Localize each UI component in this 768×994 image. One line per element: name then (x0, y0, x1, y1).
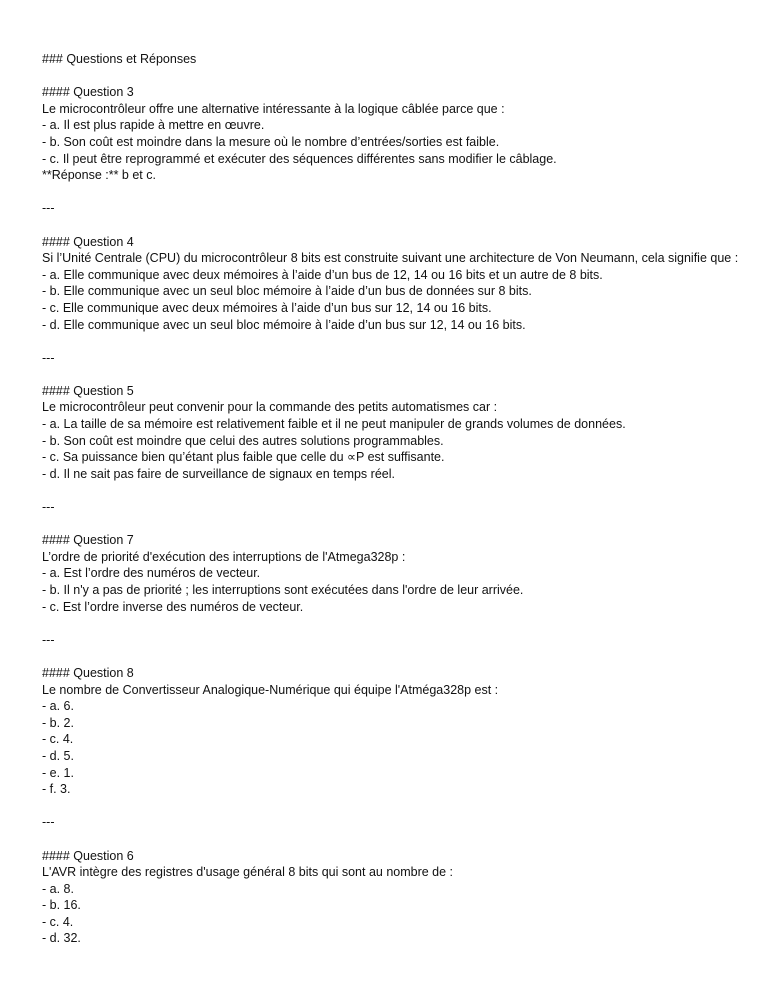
blank-line (42, 648, 762, 665)
question-line: - c. 4. (42, 732, 74, 747)
blank-line (42, 482, 762, 499)
question-heading: #### Question 4 (42, 234, 134, 249)
question-line: - b. Il n'y a pas de priorité ; les interruptions sont exécutées dans l'ordre de leur arrivée. (42, 583, 524, 597)
separator-line: --- (42, 201, 55, 216)
question-line: - a. Il est plus rapide à mettre en œuvre. (42, 118, 265, 133)
separator-line: --- (42, 500, 55, 515)
question-line: L’ordre de priorité d'exécution des interruptions de l'Atmega328p : (42, 549, 406, 564)
question-line: - b. 2. (42, 715, 74, 730)
blank-line (42, 333, 762, 350)
blank-line (42, 615, 762, 632)
question-line: **Réponse :** b et c. (42, 168, 156, 183)
blank-line (42, 184, 762, 201)
question-heading: #### Question 3 (42, 85, 134, 100)
question-line: - b. Elle communique avec un seul bloc mémoire à l’aide d’un bus de données sur 8 bits. (42, 284, 532, 299)
blank-line (42, 798, 762, 815)
doc-header-line: ### Questions et Réponses (42, 52, 197, 66)
blank-line (42, 831, 762, 848)
question-line: Si l’Unité Centrale (CPU) du microcontrôleur 8 bits est construite suivant une architecture de Von Neumann, cela signifie que : (42, 251, 739, 266)
question-line: - a. 6. (42, 699, 74, 714)
document-lines (42, 68, 762, 947)
question-line: Le microcontrôleur peut convenir pour la commande des petits automatismes car : (42, 400, 498, 415)
question-line: - a. Elle communique avec deux mémoires à l’aide d’un bus de 12, 14 ou 16 bits et un autre de 8 bits. (42, 267, 603, 282)
question-line: - d. Elle communique avec un seul bloc mémoire à l’aide d’un bus sur 12, 14 ou 16 bits. (42, 317, 526, 332)
separator-line: --- (42, 815, 55, 830)
document-text (42, 51, 762, 947)
question-line: Le nombre de Convertisseur Analogique-Numérique qui équipe l'Atméga328p est : (42, 682, 499, 697)
question-line: - d. Il ne sait pas faire de surveillance de signaux en temps réel. (42, 466, 395, 481)
question-line: - d. 5. (42, 748, 74, 763)
question-line: - b. Son coût est moindre dans la mesure où le nombre d’entrées/sorties est faible. (42, 134, 500, 149)
separator-line: --- (42, 632, 55, 647)
question-line: Le microcontrôleur offre une alternative intéressante à la logique câblée parce que : (42, 101, 505, 116)
question-heading: #### Question 7 (42, 533, 134, 548)
blank-line (42, 516, 762, 533)
question-line: - e. 1. (42, 765, 74, 780)
question-line: - a. 8. (42, 881, 74, 896)
question-heading: #### Question 8 (42, 665, 134, 680)
question-heading: #### Question 6 (42, 848, 134, 863)
question-line: - c. Il peut être reprogrammé et exécuter des séquences différentes sans modifier le câblage. (42, 151, 557, 166)
question-heading: #### Question 5 (42, 383, 134, 398)
blank-line (42, 217, 762, 234)
question-line: - c. Elle communique avec deux mémoires à l’aide d’un bus sur 12, 14 ou 16 bits. (42, 300, 492, 315)
question-line: - a. Est l’ordre des numéros de vecteur. (42, 566, 261, 581)
question-line: - b. Son coût est moindre que celui des autres solutions programmables. (42, 433, 444, 448)
question-line: - c. Sa puissance bien qu’étant plus faible que celle du ∝P est suffisante. (42, 450, 445, 465)
question-line: - c. Est l’ordre inverse des numéros de vecteur. (42, 599, 304, 614)
question-line: - c. 4. (42, 914, 74, 929)
question-line: - a. La taille de sa mémoire est relativement faible et il ne peut manipuler de grands volumes de données. (42, 417, 626, 432)
question-line: - f. 3. (42, 782, 71, 797)
question-line: L'AVR intègre des registres d'usage général 8 bits qui sont au nombre de : (42, 865, 454, 880)
blank-line (42, 366, 762, 383)
blank-line (42, 68, 762, 85)
question-line: - b. 16. (42, 898, 81, 913)
question-line: - d. 32. (42, 931, 81, 946)
separator-line: --- (42, 350, 55, 365)
